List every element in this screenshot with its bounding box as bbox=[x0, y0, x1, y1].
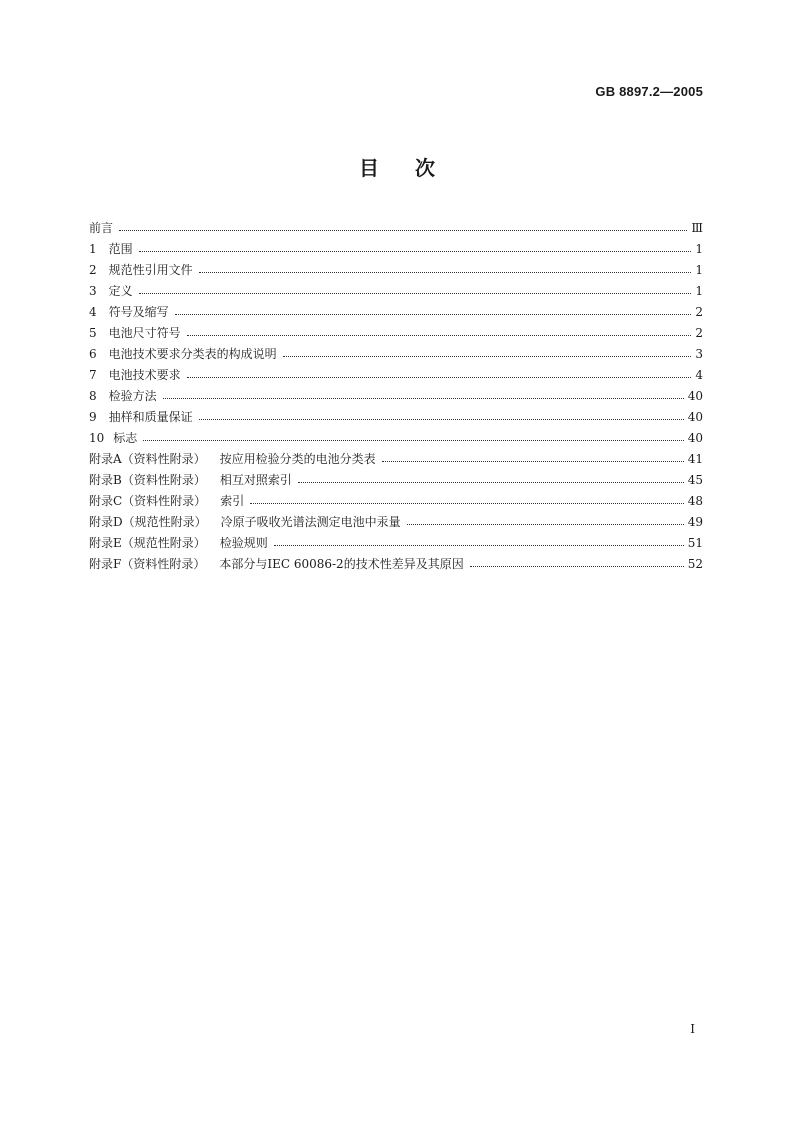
toc-entry-label bbox=[89, 554, 464, 575]
toc-entry-page: 2 bbox=[695, 326, 703, 340]
toc-entry-label bbox=[89, 386, 157, 407]
standard-code: GB 8897.2—2005 bbox=[595, 84, 703, 99]
toc-entry-number: 4 bbox=[89, 305, 97, 319]
table-of-contents bbox=[89, 218, 703, 575]
toc-entry-label bbox=[89, 218, 113, 239]
toc-entry-label bbox=[89, 239, 133, 260]
toc-entry-number: 2 bbox=[89, 263, 97, 277]
toc-entry-text: 电池技术要求分类表的构成说明 bbox=[108, 347, 277, 361]
toc-entry-number: 附录D（规范性附录） bbox=[89, 515, 207, 529]
toc-entry-label bbox=[89, 302, 169, 323]
toc-entry-text: 前言 bbox=[89, 221, 114, 235]
toc-entry-label bbox=[89, 365, 181, 386]
toc-entry-page: 41 bbox=[687, 452, 703, 466]
toc-entry[interactable] bbox=[89, 218, 703, 239]
toc-leader-dots bbox=[175, 314, 691, 315]
toc-entry-label bbox=[89, 449, 376, 470]
toc-entry-page: 40 bbox=[687, 431, 703, 445]
toc-entry-page: Ⅲ bbox=[691, 221, 703, 235]
toc-entry[interactable] bbox=[89, 386, 703, 407]
toc-entry-label bbox=[89, 512, 401, 533]
toc-entry-annex-e[interactable] bbox=[89, 533, 703, 554]
toc-entry-page: 2 bbox=[695, 305, 703, 319]
toc-leader-dots bbox=[139, 251, 691, 252]
toc-entry[interactable] bbox=[89, 239, 703, 260]
toc-entry-page: 1 bbox=[695, 284, 703, 298]
toc-entry[interactable] bbox=[89, 323, 703, 344]
toc-leader-dots bbox=[283, 356, 691, 357]
toc-entry-number: 5 bbox=[89, 326, 97, 340]
toc-entry[interactable] bbox=[89, 302, 703, 323]
toc-entry[interactable] bbox=[89, 407, 703, 428]
toc-entry-text: 检验方法 bbox=[108, 389, 157, 403]
toc-entry-annex-b[interactable] bbox=[89, 470, 703, 491]
toc-entry-annex-f[interactable] bbox=[89, 554, 703, 575]
toc-entry-label bbox=[89, 428, 137, 449]
toc-entry-number: 10 bbox=[89, 431, 105, 445]
toc-entry-text: 本部分与IEC 60086-2的技术性差异及其原因 bbox=[219, 557, 464, 571]
toc-entry-number: 附录A（资料性附录） bbox=[89, 452, 206, 466]
toc-entry-text: 冷原子吸收光谱法测定电池中汞量 bbox=[220, 515, 401, 529]
toc-entry-text: 标志 bbox=[113, 431, 138, 445]
toc-entry-page: 51 bbox=[687, 536, 703, 550]
toc-entry-text: 电池尺寸符号 bbox=[108, 326, 181, 340]
toc-entry-page: 3 bbox=[695, 347, 703, 361]
toc-entry-number: 附录C（资料性附录） bbox=[89, 494, 207, 508]
toc-entry-label bbox=[89, 491, 244, 512]
toc-entry-text: 按应用检验分类的电池分类表 bbox=[219, 452, 376, 466]
toc-leader-dots bbox=[298, 482, 684, 483]
toc-leader-dots bbox=[187, 335, 691, 336]
toc-entry-text: 规范性引用文件 bbox=[108, 263, 193, 277]
toc-entry-text: 相互对照索引 bbox=[219, 473, 292, 487]
toc-entry-number: 8 bbox=[89, 389, 97, 403]
toc-entry-page: 1 bbox=[695, 263, 703, 277]
toc-entry-label bbox=[89, 344, 277, 365]
toc-leader-dots bbox=[274, 545, 684, 546]
toc-entry-number: 9 bbox=[89, 410, 97, 424]
toc-entry-annex-a[interactable] bbox=[89, 449, 703, 470]
toc-entry[interactable] bbox=[89, 281, 703, 302]
toc-entry-label bbox=[89, 470, 292, 491]
toc-entry-text: 电池技术要求 bbox=[108, 368, 181, 382]
toc-entry-text: 符号及缩写 bbox=[108, 305, 169, 319]
toc-entry[interactable] bbox=[89, 365, 703, 386]
toc-entry-label bbox=[89, 323, 181, 344]
toc-entry-page: 49 bbox=[687, 515, 703, 529]
toc-entry-page: 52 bbox=[687, 557, 703, 571]
toc-entry-page: 48 bbox=[687, 494, 703, 508]
toc-entry-text: 范围 bbox=[108, 242, 133, 256]
toc-entry-page: 4 bbox=[695, 368, 703, 382]
toc-leader-dots bbox=[382, 461, 684, 462]
page-number: I bbox=[690, 1022, 695, 1036]
toc-entry-label bbox=[89, 260, 193, 281]
toc-entry-number: 7 bbox=[89, 368, 97, 382]
toc-entry-number: 附录E（规范性附录） bbox=[89, 536, 206, 550]
toc-entry-page: 40 bbox=[687, 410, 703, 424]
toc-entry-number: 附录B（资料性附录） bbox=[89, 473, 206, 487]
toc-entry-number: 1 bbox=[89, 242, 97, 256]
page-title: 目次 bbox=[359, 156, 471, 180]
toc-entry-text: 检验规则 bbox=[219, 536, 268, 550]
toc-leader-dots bbox=[187, 377, 691, 378]
toc-entry[interactable] bbox=[89, 260, 703, 281]
toc-leader-dots bbox=[163, 398, 684, 399]
toc-entry-text: 索引 bbox=[220, 494, 245, 508]
toc-leader-dots bbox=[139, 293, 691, 294]
toc-entry-number: 附录F（资料性附录） bbox=[89, 557, 206, 571]
toc-leader-dots bbox=[199, 419, 684, 420]
toc-leader-dots bbox=[250, 503, 684, 504]
toc-entry-page: 45 bbox=[687, 473, 703, 487]
toc-entry-annex-c[interactable] bbox=[89, 491, 703, 512]
toc-entry-label bbox=[89, 281, 133, 302]
toc-leader-dots bbox=[199, 272, 691, 273]
toc-entry-annex-d[interactable] bbox=[89, 512, 703, 533]
toc-entry-number: 3 bbox=[89, 284, 97, 298]
toc-leader-dots bbox=[470, 566, 684, 567]
toc-entry-page: 40 bbox=[687, 389, 703, 403]
toc-leader-dots bbox=[407, 524, 684, 525]
toc-entry-page: 1 bbox=[695, 242, 703, 256]
toc-entry-label bbox=[89, 533, 268, 554]
toc-leader-dots bbox=[119, 230, 687, 231]
toc-entry-label bbox=[89, 407, 193, 428]
toc-entry[interactable] bbox=[89, 344, 703, 365]
toc-leader-dots bbox=[143, 440, 683, 441]
toc-entry-text: 定义 bbox=[108, 284, 133, 298]
toc-entry-text: 抽样和质量保证 bbox=[108, 410, 193, 424]
toc-entry[interactable] bbox=[89, 428, 703, 449]
toc-entry-number: 6 bbox=[89, 347, 97, 361]
